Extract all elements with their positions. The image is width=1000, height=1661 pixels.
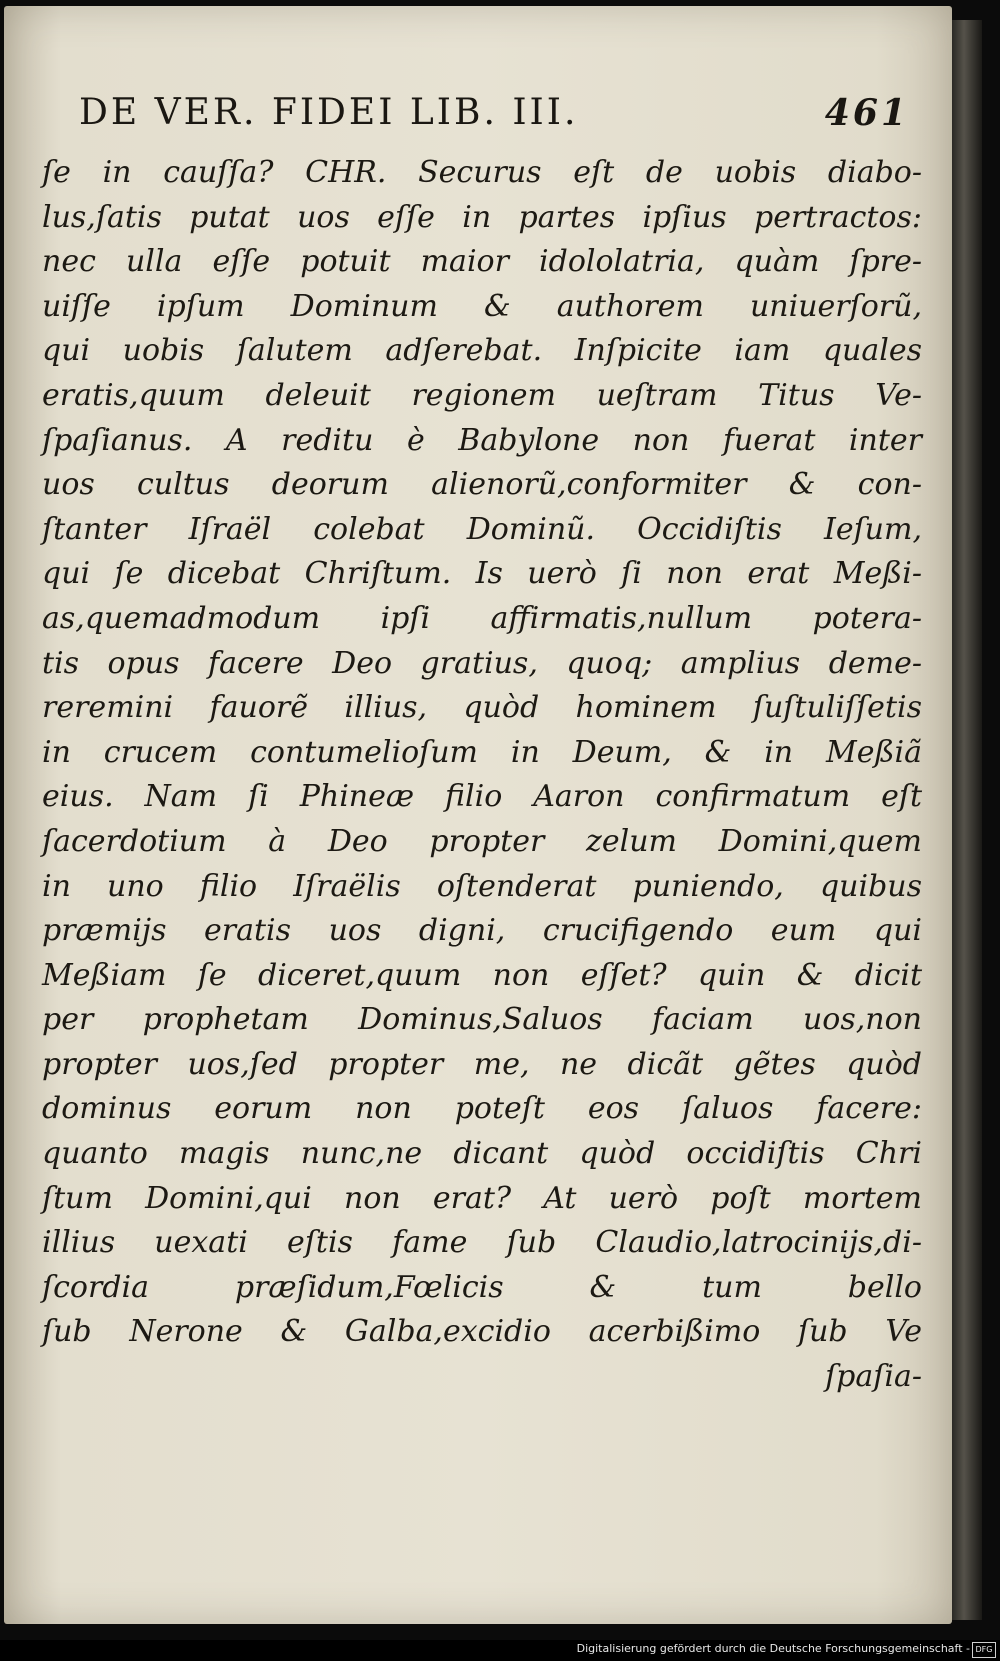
text-line: ſacerdotium à Deo propter zelum Domini,quem — [42, 823, 922, 859]
text-line: propter uos,ſed propter me, ne dicãt gẽtes quòd — [42, 1046, 922, 1082]
text-line: Meßiam ſe diceret,quum non eſſet? quin & dicit — [42, 957, 922, 993]
footer-bar — [0, 1640, 1000, 1661]
text-line: præmijs eratis uos digni, crucifigendo eum qui — [42, 913, 922, 949]
text-line: as,quemadmodum ipſi affirmatis,nullum potera- — [42, 600, 922, 636]
text-line: tis opus facere Deo gratius, quoq; amplius deme- — [42, 645, 922, 681]
running-head: DE VER. FIDEI LIB. III. — [79, 92, 579, 133]
text-line: ſtum Domini,qui non erat? At uerò poſt mortem — [42, 1180, 922, 1216]
text-line: eius. Nam ſi Phineæ filio Aaron confirmatum eſt — [42, 779, 922, 815]
text-line: qui uobis ſalutem adſerebat. Inſpicite iam quales — [42, 333, 922, 369]
text-line: quanto magis nunc,ne dicant quòd occidiſtis Chri — [42, 1136, 922, 1172]
catchword: ſpaſia- — [825, 1359, 922, 1395]
funding-credit: Digitalisierung gefördert durch die Deutsche Forschungsgemeinschaft - — [576, 1642, 970, 1655]
text-line: per prophetam Dominus,Saluos faciam uos,non — [42, 1002, 922, 1038]
text-line: qui ſe dicebat Chriſtum. Is uerò ſi non erat Meßi- — [42, 556, 922, 592]
text-line: ſtanter Iſraël colebat Dominũ. Occidiſtis Ieſum, — [42, 511, 922, 547]
text-line: ſub Nerone & Galba,excidio acerbißimo ſub Ve — [42, 1314, 922, 1350]
book-page — [4, 6, 952, 1624]
text-line: dominus eorum non poteſt eos ſaluos facere: — [42, 1091, 922, 1127]
text-line: uos cultus deorum alienorũ,conformiter & con- — [42, 467, 922, 503]
text-line: ſe in cauſſa? CHR. Securus eſt de uobis diabo- — [42, 155, 922, 190]
page-header — [79, 92, 909, 142]
text-line: in uno filio Iſraëlis oſtenderat puniendo, quibus — [42, 868, 922, 904]
page-edge-shadow — [952, 20, 982, 1620]
text-line: eratis,quum deleuit regionem ueſtram Titus Ve- — [42, 377, 922, 413]
dfg-logo-icon: DFG — [972, 1642, 996, 1658]
body-text — [42, 151, 922, 1400]
text-line: ſcordia præſidum,Fœlicis & tum bello — [42, 1269, 922, 1305]
text-line: ſpaſianus. A reditu è Babylone non fuerat inter — [42, 422, 922, 458]
text-line: reremini fauorẽ illius, quòd hominem ſuſtuliſſetis — [42, 690, 922, 726]
text-line: uiſſe ipſum Dominum & authorem uniuerſorũ, — [42, 288, 922, 324]
text-line: nec ulla eſſe potuit maior idololatria, quàm ſpre- — [42, 244, 922, 280]
text-line: in crucem contumelioſum in Deum, & in Meßiã — [42, 734, 922, 770]
text-line: illius uexati eſtis fame ſub Claudio,latrocinijs,di- — [42, 1225, 922, 1261]
text-line: lus,ſatis putat uos eſſe in partes ipſius pertractos: — [42, 199, 922, 235]
page-number: 461 — [824, 92, 909, 134]
